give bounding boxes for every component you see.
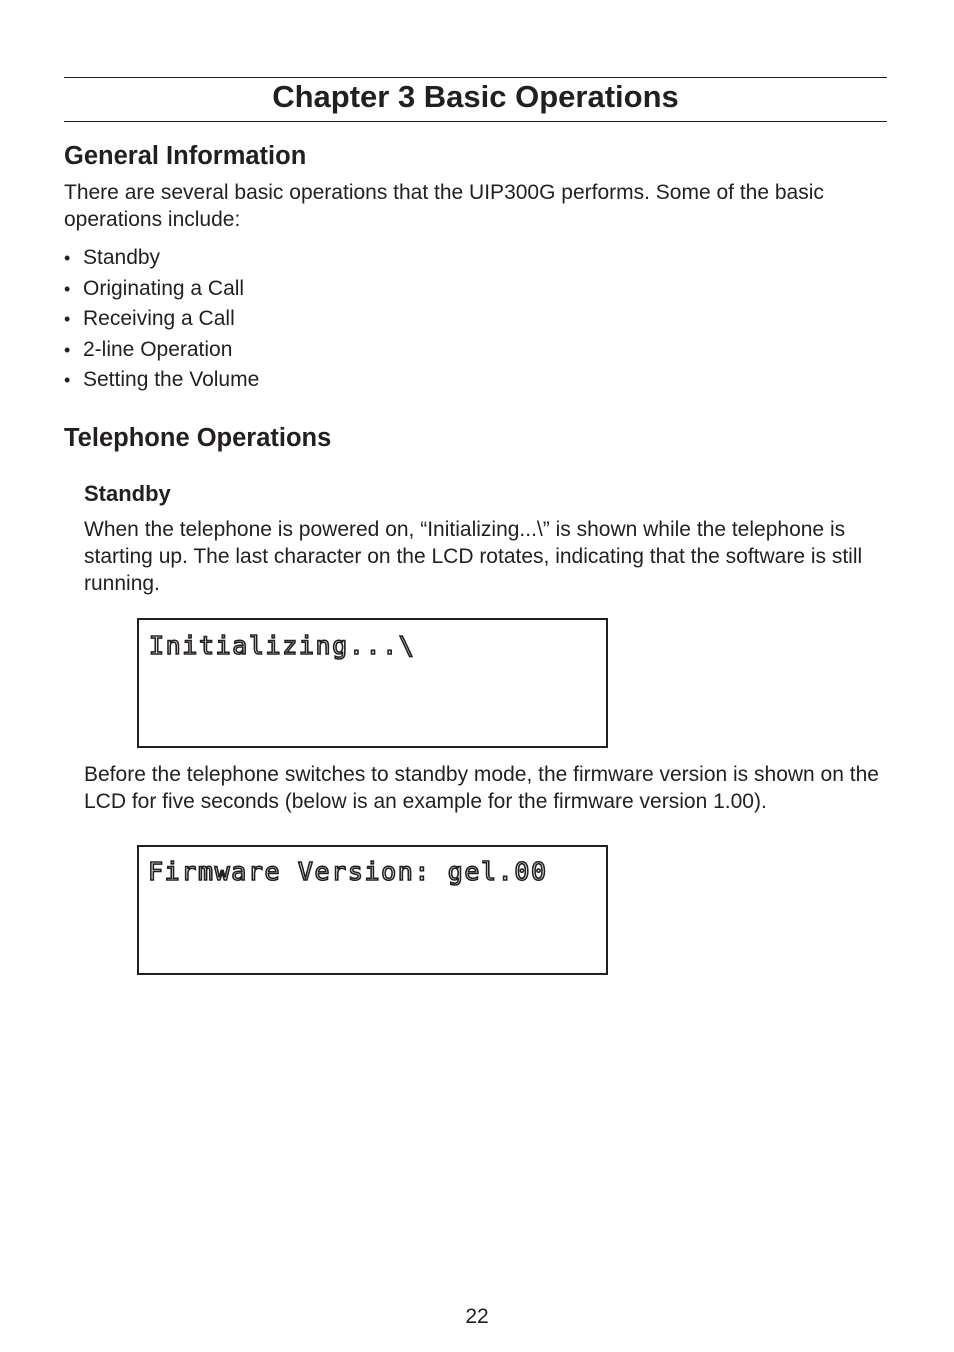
list-item — [64, 335, 259, 366]
standby-heading: Standby — [84, 481, 171, 506]
bullet-icon: • — [64, 339, 71, 360]
title-bottom-rule — [64, 121, 887, 122]
list-item-label: 2-line Operation — [83, 337, 233, 361]
list-item — [64, 274, 259, 305]
list-item-label: Standby — [83, 246, 161, 269]
general-information-heading: General Information — [64, 142, 307, 170]
lcd-text: Initializing...\ — [149, 631, 416, 660]
bullet-icon: • — [64, 309, 71, 330]
list-item — [64, 304, 259, 335]
list-item-label: Originating a Call — [83, 276, 245, 300]
firmware-paragraph: Before the telephone switches to standby mode, the firmware version is shown on the LCD for five seconds (below is an example for the firmware version 1.00). — [84, 763, 879, 813]
telephone-operations-heading: Telephone Operations — [64, 424, 332, 452]
list-item — [64, 243, 259, 274]
bullet-icon: • — [64, 248, 71, 268]
bullet-icon: • — [64, 278, 71, 299]
list-item — [64, 365, 259, 396]
bullet-icon: • — [64, 370, 71, 391]
page-number: 22 — [465, 1305, 489, 1328]
lcd-display-initializing — [137, 618, 608, 748]
list-item-label: Receiving a Call — [83, 307, 235, 331]
lcd-text: Firmware Version: gel.00 — [148, 857, 548, 886]
basic-operations-list — [64, 243, 259, 396]
chapter-title: Chapter 3 Basic Operations — [272, 79, 679, 114]
list-item-label: Setting the Volume — [83, 368, 260, 392]
general-information-intro: There are several basic operations that the UIP300G performs. Some of the basic operations include: — [64, 181, 824, 231]
lcd-display-firmware-version — [137, 845, 608, 975]
standby-paragraph: When the telephone is powered on, “Initializing...\” is shown while the telephone is starting up. The last character on the LCD rotates, indicating that the software is still running. — [84, 518, 863, 595]
